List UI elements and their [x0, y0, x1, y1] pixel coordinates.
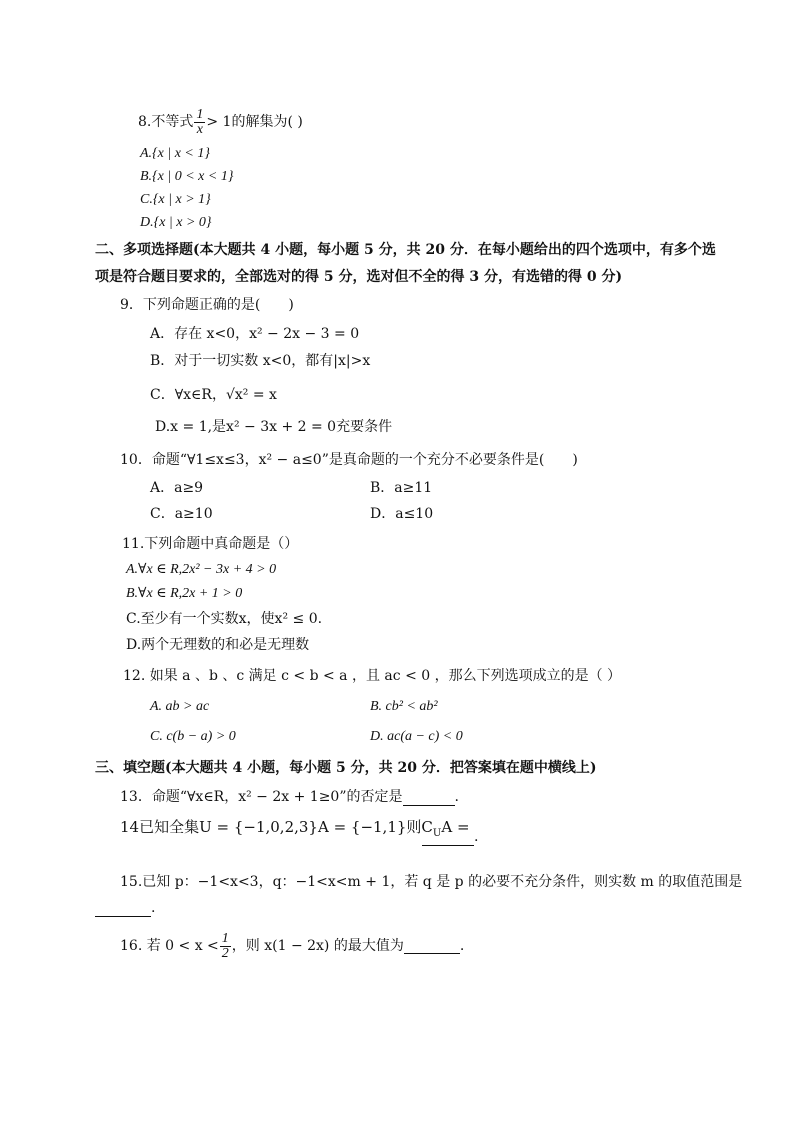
- q16-period: .: [459, 938, 465, 954]
- q9-option-b: B．对于一切实数 x<0，都有|x|>x: [150, 353, 371, 369]
- q11-option-c: C.至少有一个实数x，使x² ≤ 0.: [126, 611, 323, 627]
- q13-line: [120, 788, 459, 806]
- q10-option-b: B．a≥11: [370, 480, 433, 496]
- q16-fraction-denominator: 2: [221, 945, 229, 961]
- q12-option-a: A. ab > ac: [150, 699, 210, 714]
- q16-stem-suffix: ，则 x(1 − 2x) 的最大值为: [231, 938, 404, 954]
- q8-stem-prefix: 8.不等式: [138, 114, 194, 130]
- q10-option-c: C．a≥10: [150, 506, 213, 522]
- q16-stem-prefix: 16. 若 0 < x <: [120, 938, 219, 954]
- q12-option-d: D. ac(a − c) < 0: [370, 729, 463, 744]
- q8-option-b: B.{x | 0 < x < 1}: [140, 169, 234, 184]
- q15-answer-blank: [95, 902, 151, 917]
- q12-stem: 12. 如果 a 、b 、c 满足 c < b < a ，且 ac < 0 ，那么下列选项成立的是（ ）: [123, 668, 622, 684]
- q9-option-a: A．存在 x<0，x² − 2x − 3 = 0: [150, 326, 360, 342]
- q11-option-a: A.∀x ∈ R,2x² − 3x + 4 > 0: [126, 562, 277, 577]
- q14-tail: A =: [441, 818, 470, 836]
- q14-stem: 14已知全集U = {−1,0,2,3}A = {−1,1}则C: [120, 818, 433, 836]
- q16-answer-blank: [404, 939, 460, 954]
- section2-heading-line2: 项是符合题目要求的，全部选对的得 5 分，选对但不全的得 3 分，有选错的得 0 分): [95, 269, 623, 285]
- q14-subscript: U: [432, 828, 442, 839]
- q10-option-a: A．a≥9: [150, 480, 204, 496]
- q15-line2: [95, 899, 155, 917]
- section2-heading-line1: 二、多项选择题(本大题共 4 小题，每小题 5 分，共 20 分．在每小题给出的四个选项中，有多个选: [95, 242, 716, 258]
- q13-stem: 13．命题“∀x∈R，x² − 2x + 1≥0”的否定是: [120, 789, 403, 805]
- q8-stem: [138, 108, 303, 136]
- q8-option-d: D.{x | x > 0}: [140, 215, 212, 230]
- q13-answer-blank: [403, 791, 455, 806]
- q8-fraction: [194, 108, 205, 137]
- q8-option-c: C.{x | x > 1}: [140, 192, 211, 207]
- q16-fraction: [220, 932, 231, 961]
- q9-option-d: D.x = 1,是x² − 3x + 2 = 0充要条件: [155, 419, 393, 435]
- q11-option-d: D.两个无理数的和必是无理数: [126, 637, 310, 653]
- q13-period: .: [454, 789, 459, 805]
- q12-option-b: B. cb² < ab²: [370, 699, 438, 714]
- q10-stem: 10．命题“∀1≤x≤3，x² − a≤0”是真命题的一个充分不必要条件是( ): [120, 452, 578, 468]
- q12-option-c: C. c(b − a) > 0: [150, 729, 236, 744]
- q8-fraction-numerator: 1: [196, 106, 204, 122]
- q9-option-c: C．∀x∈R，√x² = x: [150, 387, 277, 403]
- q15-period: .: [151, 900, 156, 916]
- q10-option-d: D．a≤10: [370, 506, 434, 522]
- q11-stem: 11.下列命题中真命题是（）: [122, 536, 299, 552]
- q11-option-b: B.∀x ∈ R,2x + 1 > 0: [126, 586, 243, 601]
- q14-line: [120, 816, 470, 845]
- section3-heading: 三、填空题(本大题共 4 小题，每小题 5 分，共 20 分．把答案填在题中横线上): [95, 760, 597, 776]
- q8-stem-suffix: > 1的解集为( ): [206, 114, 303, 130]
- q16-fraction-numerator: 1: [221, 930, 229, 946]
- q14-answer-blank: [422, 831, 474, 846]
- q9-stem: 9．下列命题正确的是( ): [120, 297, 294, 313]
- q8-option-a: A.{x | x < 1}: [140, 146, 210, 161]
- q8-fraction-denominator: x: [196, 121, 203, 137]
- q14-period: .: [474, 829, 479, 845]
- q15-line1: 15.已知 p：−1<x<3，q：−1<x<m + 1，若 q 是 p 的必要不充分条件，则实数 m 的取值范围是: [120, 874, 743, 890]
- q14-answer-line: [422, 828, 478, 846]
- q16-line: [120, 928, 464, 964]
